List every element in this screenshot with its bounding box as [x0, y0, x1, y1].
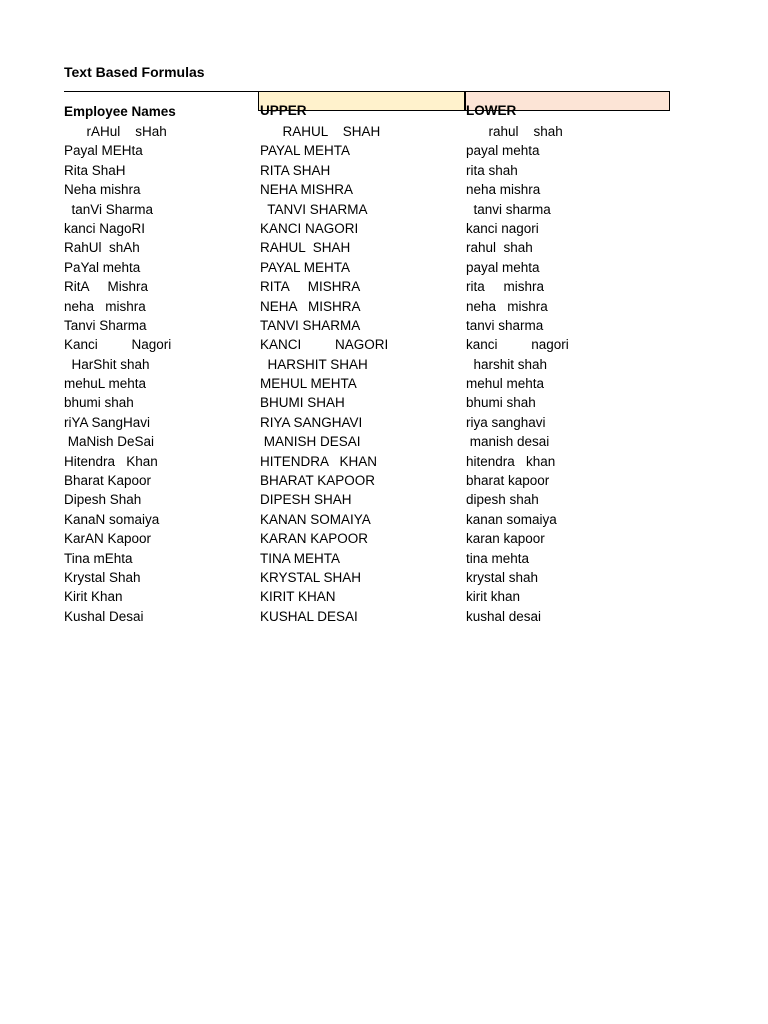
table-row — [0, 161, 768, 180]
table-row — [0, 432, 768, 451]
table-row — [0, 413, 768, 432]
upper-result-cell[interactable]: KANCI NAGORI — [260, 220, 359, 236]
upper-result-cell[interactable]: KUSHAL DESAI — [260, 608, 358, 624]
upper-result-cell[interactable]: KRYSTAL SHAH — [260, 569, 362, 585]
upper-result-cell[interactable]: KARAN KAPOOR — [260, 531, 369, 547]
lower-result-cell[interactable]: payal mehta — [466, 143, 540, 159]
table-row — [0, 238, 768, 257]
table-row — [0, 258, 768, 277]
employee-name-cell[interactable]: tanVi Sharma — [64, 201, 154, 217]
lower-result-cell[interactable]: rita mishra — [466, 279, 545, 295]
upper-result-cell[interactable]: TANVI SHARMA — [260, 317, 361, 333]
table-row — [0, 200, 768, 219]
table-row — [0, 180, 768, 199]
lower-result-cell[interactable]: payal mehta — [466, 259, 540, 275]
lower-result-cell[interactable]: dipesh shah — [466, 492, 539, 508]
lower-result-cell[interactable]: rita shah — [466, 162, 518, 178]
upper-result-cell[interactable]: HARSHIT SHAH — [260, 356, 368, 372]
lower-result-cell[interactable]: tanvi sharma — [466, 201, 551, 217]
upper-header[interactable]: UPPER — [260, 103, 307, 118]
employee-name-cell[interactable]: KarAN Kapoor — [64, 531, 152, 547]
lower-result-cell[interactable]: krystal shah — [466, 569, 539, 585]
upper-result-cell[interactable]: MANISH DESAI — [260, 434, 361, 450]
upper-result-cell[interactable]: RAHUL SHAH — [260, 240, 351, 256]
employee-name-cell[interactable]: bhumi shah — [64, 395, 134, 411]
employee-name-cell[interactable]: Dipesh Shah — [64, 492, 142, 508]
employee-name-cell[interactable]: Tanvi Sharma — [64, 317, 147, 333]
employee-name-cell[interactable]: MaNish DeSai — [64, 434, 155, 450]
employee-name-cell[interactable]: kanci NagoRI — [64, 220, 146, 236]
lower-result-cell[interactable]: kirit khan — [466, 589, 521, 605]
lower-result-cell[interactable]: kanci nagori — [466, 337, 569, 353]
upper-result-cell[interactable]: KANAN SOMAIYA — [260, 511, 371, 527]
upper-result-cell[interactable]: TANVI SHARMA — [260, 201, 368, 217]
table-row — [0, 316, 768, 335]
upper-result-cell[interactable]: BHARAT KAPOOR — [260, 473, 376, 489]
table-row — [0, 297, 768, 316]
table-row — [0, 452, 768, 471]
lower-result-cell[interactable]: harshit shah — [466, 356, 548, 372]
upper-result-cell[interactable]: PAYAL MEHTA — [260, 143, 351, 159]
lower-result-cell[interactable]: manish desai — [466, 434, 550, 450]
table-row — [0, 529, 768, 548]
lower-result-cell[interactable]: neha mishra — [466, 182, 541, 198]
table-row — [0, 568, 768, 587]
table-row — [0, 277, 768, 296]
table-row — [0, 549, 768, 568]
employee-name-cell[interactable]: Neha mishra — [64, 182, 141, 198]
employee-name-cell[interactable]: Payal MEHta — [64, 143, 143, 159]
lower-result-cell[interactable]: hitendra khan — [466, 453, 556, 469]
lower-result-cell[interactable]: rahul shah — [466, 124, 563, 139]
lower-result-cell[interactable]: kanan somaiya — [466, 511, 557, 527]
employee-names-header[interactable]: Employee Names — [64, 104, 176, 119]
table-row — [0, 510, 768, 529]
lower-result-cell[interactable]: bharat kapoor — [466, 473, 550, 489]
table-row — [0, 607, 768, 626]
employee-name-cell[interactable]: Krystal Shah — [64, 569, 141, 585]
table-row — [0, 122, 768, 141]
upper-result-cell[interactable]: MEHUL MEHTA — [260, 376, 357, 392]
table-row — [0, 219, 768, 238]
table-row — [0, 471, 768, 490]
employee-name-cell[interactable]: rAHul sHah — [64, 124, 167, 139]
upper-result-cell[interactable]: NEHA MISHRA — [260, 298, 361, 314]
lower-result-cell[interactable]: riya sanghavi — [466, 414, 546, 430]
employee-name-cell[interactable]: Rita ShaH — [64, 162, 126, 178]
lower-result-cell[interactable]: kushal desai — [466, 608, 542, 624]
employee-name-cell[interactable]: PaYal mehta — [64, 259, 141, 275]
lower-header[interactable]: LOWER — [466, 103, 517, 118]
employee-name-cell[interactable]: Kirit Khan — [64, 589, 123, 605]
employee-name-cell[interactable]: KanaN somaiya — [64, 511, 160, 527]
upper-result-cell[interactable]: HITENDRA KHAN — [260, 453, 378, 469]
employee-name-cell[interactable]: Hitendra Khan — [64, 453, 158, 469]
employee-name-cell[interactable]: neha mishra — [64, 298, 146, 314]
employee-name-cell[interactable]: riYA SangHavi — [64, 414, 151, 430]
employee-name-cell[interactable]: Tina mEhta — [64, 550, 133, 566]
table-row — [0, 335, 768, 354]
upper-result-cell[interactable]: KANCI NAGORI — [260, 337, 389, 353]
lower-result-cell[interactable]: tina mehta — [466, 550, 530, 566]
employee-name-cell[interactable]: mehuL mehta — [64, 376, 147, 392]
upper-result-cell[interactable]: NEHA MISHRA — [260, 182, 354, 198]
upper-result-cell[interactable]: DIPESH SHAH — [260, 492, 352, 508]
lower-result-cell[interactable]: neha mishra — [466, 298, 548, 314]
lower-result-cell[interactable]: tanvi sharma — [466, 317, 544, 333]
upper-result-cell[interactable]: RAHUL SHAH — [260, 124, 381, 139]
upper-result-cell[interactable]: BHUMI SHAH — [260, 395, 345, 411]
table-row — [0, 355, 768, 374]
table-row — [0, 374, 768, 393]
upper-result-cell[interactable]: RIYA SANGHAVI — [260, 414, 363, 430]
table-row — [0, 393, 768, 412]
upper-result-cell[interactable]: TINA MEHTA — [260, 550, 341, 566]
lower-result-cell[interactable]: karan kapoor — [466, 531, 545, 547]
sheet-title — [64, 58, 364, 78]
table-body — [0, 122, 768, 626]
employee-name-cell[interactable]: Kanci Nagori — [64, 337, 172, 353]
table-row — [0, 141, 768, 160]
upper-result-cell[interactable]: PAYAL MEHTA — [260, 259, 351, 275]
employee-name-cell[interactable]: RitA Mishra — [64, 279, 149, 295]
upper-result-cell[interactable]: RITA SHAH — [260, 162, 331, 178]
employee-name-cell[interactable]: HarShit shah — [64, 356, 150, 372]
table-row — [0, 587, 768, 606]
table-row — [0, 490, 768, 509]
sheet-title-text: Text Based Formulas — [64, 64, 205, 78]
lower-result-cell[interactable]: bhumi shah — [466, 395, 536, 411]
lower-result-cell[interactable]: kanci nagori — [466, 220, 539, 236]
employee-name-cell[interactable]: Kushal Desai — [64, 608, 144, 624]
upper-result-cell[interactable]: KIRIT KHAN — [260, 589, 336, 605]
employee-name-cell[interactable]: RahUl shAh — [64, 240, 140, 256]
lower-result-cell[interactable]: mehul mehta — [466, 376, 545, 392]
employee-name-cell[interactable]: Bharat Kapoor — [64, 473, 152, 489]
lower-result-cell[interactable]: rahul shah — [466, 240, 533, 256]
upper-result-cell[interactable]: RITA MISHRA — [260, 279, 361, 295]
